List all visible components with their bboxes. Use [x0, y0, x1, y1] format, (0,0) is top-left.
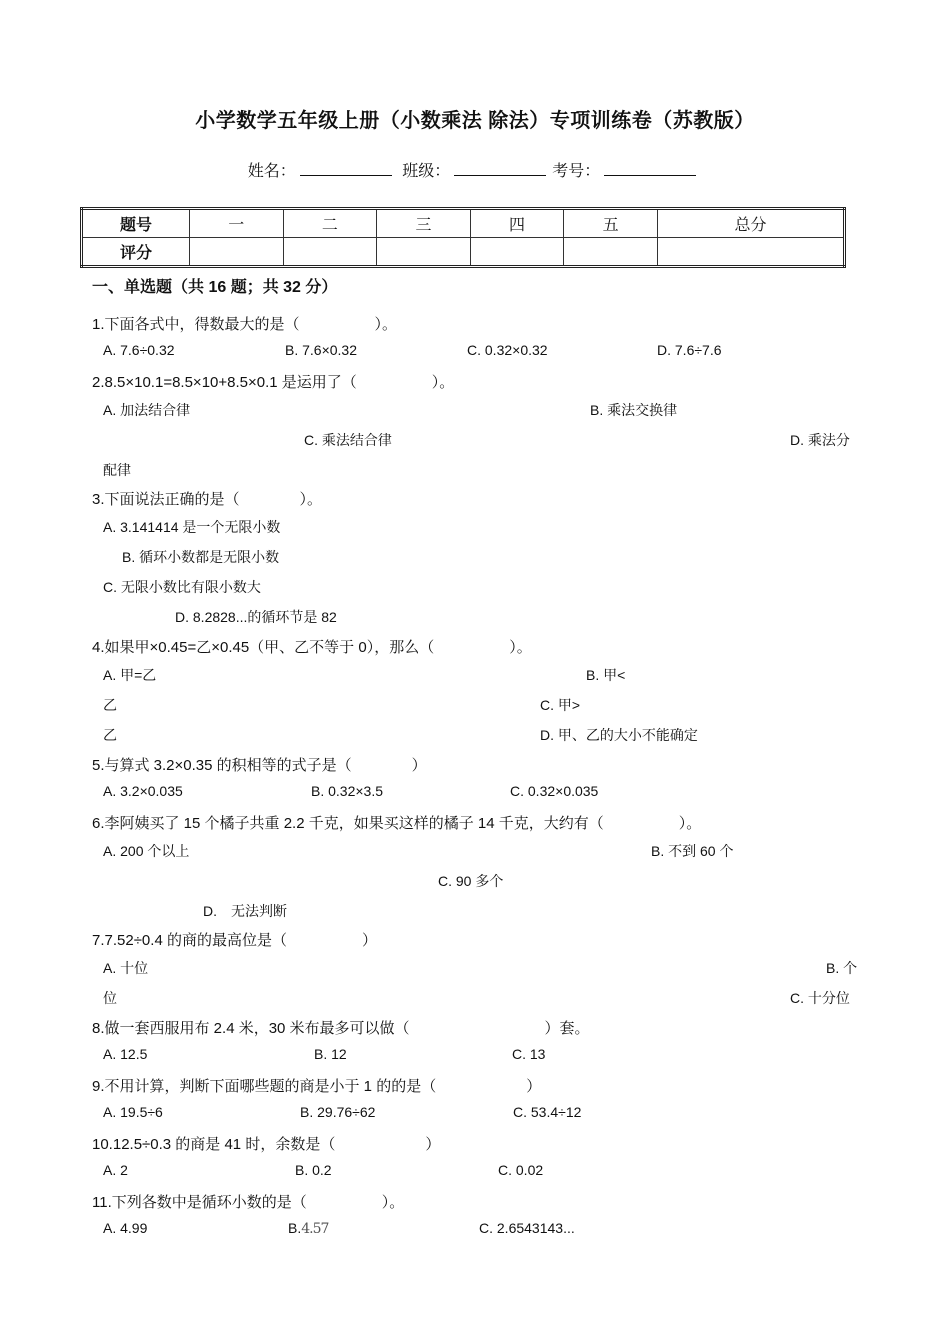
score-cell-2[interactable] [283, 238, 377, 267]
q10-option-c[interactable]: C. 0.02 [498, 1162, 544, 1178]
q7-option-b-continued: 位 [103, 990, 117, 1006]
q6-option-b[interactable]: B. 不到 60 个 [651, 843, 734, 859]
q2-option-d-continued: 配律 [103, 462, 131, 478]
question-4: 4.如果甲×0.45=乙×0.45（甲、乙不等于 0），那么（ ）。 [92, 639, 532, 656]
q2-option-b[interactable]: B. 乘法交换律 [590, 402, 678, 418]
score-label: 评分 [82, 238, 190, 267]
name-label: 姓名： [247, 163, 296, 180]
q11-option-a[interactable]: A. 4.99 [103, 1220, 148, 1236]
q9-option-b[interactable]: B. 29.76÷62 [300, 1104, 376, 1120]
score-cell-3[interactable] [377, 238, 471, 267]
q10-option-b[interactable]: B. 0.2 [295, 1162, 332, 1178]
question-9: 9.不用计算，判断下面哪些题的商是小于 1 的的是（ ） [92, 1078, 542, 1095]
score-table-score-row [82, 238, 845, 267]
q4-option-c[interactable]: C. 甲> [540, 697, 581, 713]
q4-option-d[interactable]: D. 甲、乙的大小不能确定 [540, 727, 698, 743]
class-blank[interactable] [454, 160, 546, 176]
q4-option-b[interactable]: B. 甲< [586, 667, 626, 683]
class-label: 班级： [402, 163, 451, 180]
column-1: 一 [190, 209, 284, 238]
q11-option-b-label: B. [288, 1220, 302, 1236]
page-title: 小学数学五年级上册（小数乘法 除法）专项训练卷（苏教版） [195, 110, 755, 132]
question-8: 8.做一套西服用布 2.4 米，30 米布最多可以做（ ）套。 [92, 1020, 590, 1037]
q7-option-c[interactable]: C. 十分位 [790, 990, 850, 1006]
q2-option-d[interactable]: D. 乘法分 [790, 432, 850, 448]
q4-option-b-continued: 乙 [103, 697, 117, 713]
q8-option-a[interactable]: A. 12.5 [103, 1046, 148, 1062]
q7-option-a[interactable]: A. 十位 [103, 960, 149, 976]
question-11: 11.下列各数中是循环小数的是（ ）。 [92, 1194, 405, 1211]
question-5: 5.与算式 3.2×0.35 的积相等的式子是（ ） [92, 757, 427, 774]
question-1: 1.下面各式中，得数最大的是（ ）。 [92, 316, 398, 333]
score-table-header-row [82, 209, 845, 238]
q6-option-a[interactable]: A. 200 个以上 [103, 843, 190, 859]
q1-option-c[interactable]: C. 0.32×0.32 [467, 342, 548, 358]
q2-option-c[interactable]: C. 乘法结合律 [304, 432, 392, 448]
q4-option-a[interactable]: A. 甲=乙 [103, 667, 157, 683]
column-3: 三 [377, 209, 471, 238]
student-info-line [0, 158, 950, 181]
q5-option-c[interactable]: C. 0.32×0.035 [510, 783, 599, 799]
q9-option-c[interactable]: C. 53.4÷12 [513, 1104, 582, 1120]
question-2: 2.8.5×10.1=8.5×10+8.5×0.1 是运用了（ ）。 [92, 374, 455, 391]
q11-option-c[interactable]: C. 2.6543143... [479, 1220, 575, 1236]
q8-option-b[interactable]: B. 12 [314, 1046, 347, 1062]
q2-option-a[interactable]: A. 加法结合律 [103, 402, 191, 418]
q6-option-c[interactable]: C. 90 多个 [438, 873, 504, 889]
score-cell-1[interactable] [190, 238, 284, 267]
score-cell-5[interactable] [564, 238, 658, 267]
q6-option-d[interactable]: D. 无法判断 [203, 903, 287, 919]
q3-option-d[interactable]: D. 8.2828...的循环节是 82 [175, 609, 337, 625]
q1-option-a[interactable]: A. 7.6÷0.32 [103, 342, 175, 358]
score-table [80, 207, 846, 268]
column-total: 总分 [657, 209, 844, 238]
column-5: 五 [564, 209, 658, 238]
q8-option-c[interactable]: C. 13 [512, 1046, 546, 1062]
score-cell-total[interactable] [657, 238, 844, 267]
q3-option-c[interactable]: C. 无限小数比有限小数大 [103, 579, 261, 595]
question-10: 10.12.5÷0.3 的商是 41 时，余数是（ ） [92, 1136, 441, 1153]
question-7: 7.7.52÷0.4 的商的最高位是（ ） [92, 932, 377, 949]
q1-option-d[interactable]: D. 7.6÷7.6 [657, 342, 722, 358]
recurring-decimal-value: 4.57 [301, 1221, 329, 1237]
q7-option-b[interactable]: B. 个 [826, 960, 858, 976]
q9-option-a[interactable]: A. 19.5÷6 [103, 1104, 163, 1120]
q11-option-b[interactable] [288, 1220, 328, 1237]
score-cell-4[interactable] [470, 238, 564, 267]
name-blank[interactable] [300, 160, 392, 176]
question-3: 3.下面说法正确的是（ ）。 [92, 491, 323, 508]
section-heading: 一、单选题（共 16 题；共 32 分） [92, 279, 338, 296]
column-4: 四 [470, 209, 564, 238]
q4-option-c-continued: 乙 [103, 727, 117, 743]
q1-option-b[interactable]: B. 7.6×0.32 [285, 342, 358, 358]
column-2: 二 [283, 209, 377, 238]
q3-option-a[interactable]: A. 3.141414 是一个无限小数 [103, 519, 281, 535]
question-number-label: 题号 [82, 209, 190, 238]
q3-option-b[interactable]: B. 循环小数都是无限小数 [122, 549, 280, 565]
number-label: 考号： [552, 163, 601, 180]
q10-option-a[interactable]: A. 2 [103, 1162, 128, 1178]
q5-option-b[interactable]: B. 0.32×3.5 [311, 783, 384, 799]
question-6: 6.李阿姨买了 15 个橘子共重 2.2 千克，如果买这样的橘子 14 千克，大约有（ ）。 [92, 815, 702, 832]
number-blank[interactable] [604, 160, 696, 176]
q5-option-a[interactable]: A. 3.2×0.035 [103, 783, 183, 799]
